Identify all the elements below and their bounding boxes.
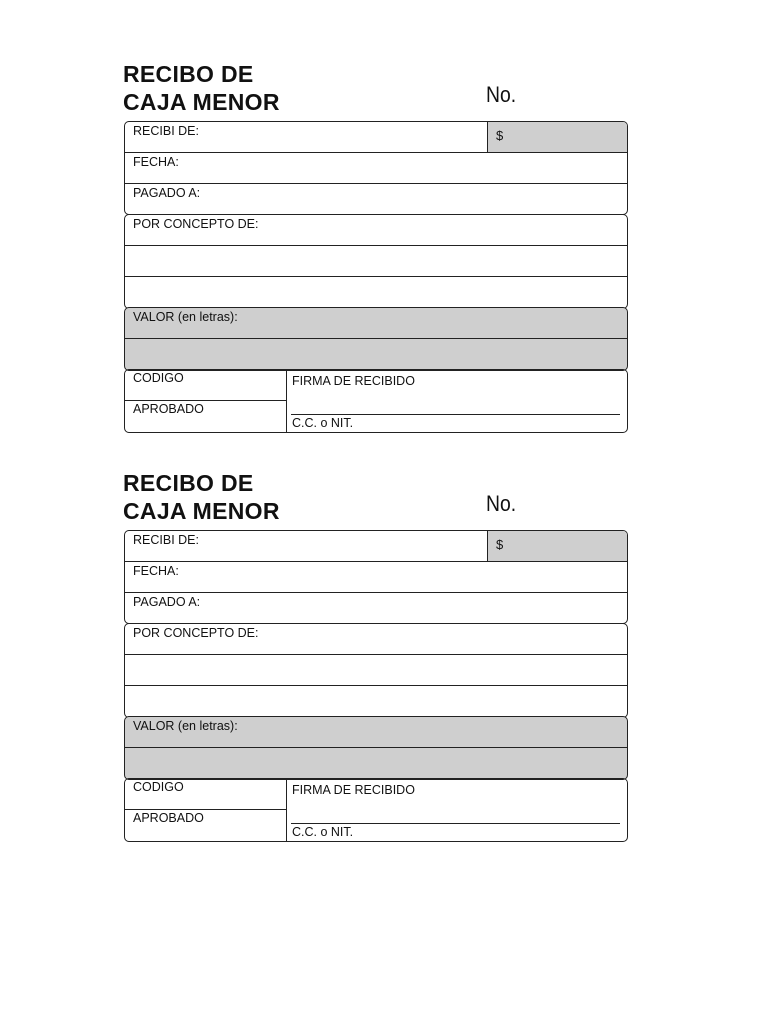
value-section bbox=[124, 307, 628, 371]
pagado-a-label: PAGADO A: bbox=[133, 186, 201, 200]
value-section bbox=[124, 716, 628, 780]
signature-line bbox=[291, 823, 620, 824]
recibi-de-label: RECIBI DE: bbox=[133, 124, 199, 138]
recibi-de-row[interactable] bbox=[125, 531, 627, 562]
codigo-row[interactable] bbox=[125, 779, 286, 810]
por-concepto-label: POR CONCEPTO DE: bbox=[133, 626, 259, 640]
fecha-row[interactable] bbox=[125, 153, 627, 184]
valor-row[interactable] bbox=[125, 717, 627, 748]
cc-nit-label: C.C. o NIT. bbox=[292, 825, 354, 839]
valor-row[interactable] bbox=[125, 308, 627, 339]
receipt-title-line1: RECIBO DE bbox=[123, 470, 254, 496]
por-concepto-label: POR CONCEPTO DE: bbox=[133, 217, 259, 231]
amount-field[interactable] bbox=[487, 531, 627, 561]
amount-field[interactable] bbox=[487, 122, 627, 152]
pagado-a-label: PAGADO A: bbox=[133, 595, 201, 609]
concepto-line[interactable] bbox=[125, 686, 627, 716]
recibi-de-row[interactable] bbox=[125, 122, 627, 153]
signature-area[interactable] bbox=[287, 779, 627, 841]
concepto-line[interactable] bbox=[125, 655, 627, 686]
recibi-de-label: RECIBI DE: bbox=[133, 533, 199, 547]
concepto-row[interactable] bbox=[125, 215, 627, 246]
valor-line[interactable] bbox=[125, 748, 627, 778]
currency-symbol: $ bbox=[496, 537, 504, 552]
receipt-title bbox=[123, 60, 280, 116]
codigo-label: CODIGO bbox=[133, 371, 184, 385]
concept-section bbox=[124, 214, 628, 309]
codes-column bbox=[125, 779, 287, 841]
valor-label: VALOR (en letras): bbox=[133, 310, 238, 324]
pagado-a-row[interactable] bbox=[125, 593, 627, 622]
concepto-line[interactable] bbox=[125, 277, 627, 307]
receipt-form-1 bbox=[0, 0, 768, 430]
fecha-label: FECHA: bbox=[133, 155, 179, 169]
signature-section bbox=[124, 778, 628, 842]
firma-label: FIRMA DE RECIBIDO bbox=[292, 374, 415, 388]
valor-line[interactable] bbox=[125, 339, 627, 369]
concept-section bbox=[124, 623, 628, 718]
aprobado-label: APROBADO bbox=[133, 811, 204, 825]
receipt-form-2 bbox=[0, 409, 768, 839]
codigo-label: CODIGO bbox=[133, 780, 184, 794]
aprobado-row[interactable] bbox=[125, 810, 286, 841]
codigo-row[interactable] bbox=[125, 370, 286, 401]
fecha-row[interactable] bbox=[125, 562, 627, 593]
payer-section bbox=[124, 121, 628, 215]
concepto-row[interactable] bbox=[125, 624, 627, 655]
payer-section bbox=[124, 530, 628, 624]
receipt-title-line1: RECIBO DE bbox=[123, 61, 254, 87]
cc-nit-label: C.C. o NIT. bbox=[292, 416, 354, 430]
fecha-label: FECHA: bbox=[133, 564, 179, 578]
valor-label: VALOR (en letras): bbox=[133, 719, 238, 733]
receipt-number-label: No. bbox=[486, 491, 517, 516]
aprobado-label: APROBADO bbox=[133, 402, 204, 416]
receipt-number-label: No. bbox=[486, 82, 517, 107]
pagado-a-row[interactable] bbox=[125, 184, 627, 213]
receipt-title bbox=[123, 469, 280, 525]
receipt-title-line2: CAJA MENOR bbox=[123, 498, 280, 524]
firma-label: FIRMA DE RECIBIDO bbox=[292, 783, 415, 797]
concepto-line[interactable] bbox=[125, 246, 627, 277]
receipt-title-line2: CAJA MENOR bbox=[123, 89, 280, 115]
currency-symbol: $ bbox=[496, 128, 504, 143]
